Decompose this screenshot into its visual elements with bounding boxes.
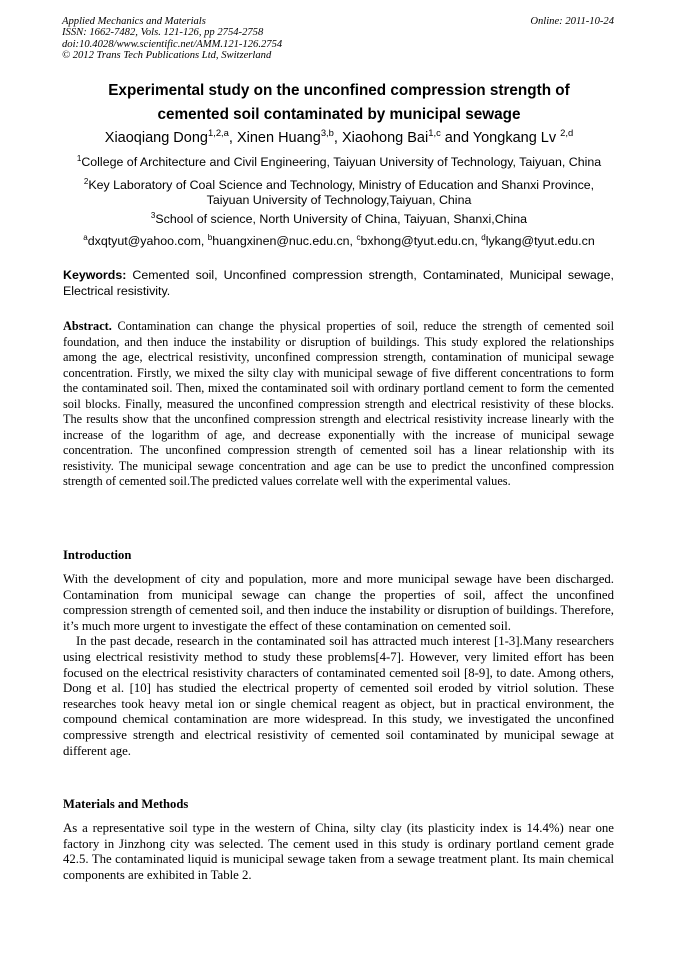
paper-title — [40, 79, 638, 127]
keywords-block — [63, 268, 614, 299]
affiliation-superscript: 2 — [83, 176, 89, 186]
author-superscript: 3,b — [320, 127, 334, 139]
author-list — [30, 129, 648, 147]
author-name: Xiaohong Bai — [341, 130, 429, 146]
methods-heading: Materials and Methods — [63, 797, 189, 811]
author-name: Xiaoqiang Dong — [104, 130, 208, 146]
title-line-1: Experimental study on the unconfined compression strength of — [108, 82, 570, 99]
affiliation-text: Key Laboratory of Coal Science and Technology, Ministry of Education and Shanxi Province, — [88, 178, 595, 192]
methods-body — [63, 821, 614, 883]
introduction-body — [63, 572, 614, 759]
doi-line: doi:10.4028/www.scientific.net/AMM.121-126.2754 — [62, 38, 283, 50]
affiliation-text: Taiyuan University of Technology,Taiyuan, China — [206, 193, 472, 207]
journal-name: Applied Mechanics and Materials — [62, 16, 206, 27]
online-date: Online: 2011-10-24 — [530, 16, 614, 27]
author-separator: and — [440, 130, 473, 146]
email-address: bxhong@tyut.edu.cn, — [360, 234, 482, 248]
journal-header — [62, 16, 614, 62]
author-emails — [30, 234, 648, 249]
email-superscript: a — [83, 232, 88, 242]
email-address: dxqtyut@yahoo.com, — [87, 234, 208, 248]
title-line-2: cemented soil contaminated by municipal sewage — [157, 106, 521, 123]
email-address: lykang@tyut.edu.cn — [485, 234, 595, 248]
introduction-paragraph: With the development of city and population, more and more municipal sewage have been discharged. Contamination from municipal sewage can change the properties of soil, affect the unconfined compression strength of cemented soil, and then induce the instability or disruption of buildings. Therefore, it’s much more urgent to investigate the effect of these contamination on cemented soil. — [63, 572, 614, 633]
author-separator: , — [228, 130, 237, 146]
author-separator: , — [333, 130, 342, 146]
keywords-text: Cemented soil, Unconfined compression strength, Contaminated, Municipal sewage, Electrical resistivity. — [63, 268, 614, 298]
abstract-label: Abstract. — [63, 319, 112, 333]
affiliation-2 — [30, 178, 648, 208]
abstract-text: Contamination can change the physical properties of soil, reduce the strength of cemented soil foundation, and then induce the instability or disruption of buildings. This study explored the relationships among the age, electrical resistivity, unconfined compression strength, contamination of municipal sewage concentration. Firstly, we mixed the silty clay with municipal sewage of five different concentrations to form the contaminated soil. Then, mixed the contaminated soil with ordinary portland cement to form the cemented soil blocks. Finally, measured the unconfined compression strength and electrical resistivity of these blocks. The results show that the unconfined compression strength and electrical resistivity increase linearly with the increase of the logarithm of age, and decrease exponentially with the increase of municipal sewage concentration. The unconfined compression strength of cemented soil has a linear relationship with its resistivity. The municipal sewage concentration and age can be use to predict the unconfined compression strength of cemented soil.The predicted values correlate well with the experimental values. — [63, 319, 614, 488]
email-superscript: b — [207, 232, 213, 242]
copyright-line: © 2012 Trans Tech Publications Ltd, Switzerland — [62, 50, 272, 62]
keywords-label: Keywords: — [63, 268, 127, 282]
author-superscript: 1,c — [428, 127, 441, 139]
author-name: Xinen Huang — [236, 130, 321, 146]
email-superscript: d — [481, 232, 486, 242]
affiliation-superscript: 1 — [76, 153, 82, 163]
affiliation-text: College of Architecture and Civil Engineering, Taiyuan University of Technology, Taiyuan, China — [81, 155, 602, 169]
issn-line: ISSN: 1662-7482, Vols. 121-126, pp 2754-2758 — [62, 27, 264, 39]
abstract-block — [63, 319, 614, 490]
author-superscript: 2,d — [560, 127, 574, 139]
methods-paragraph: As a representative soil type in the western of China, silty clay (its plasticity index is 14.4%) near one factory in Jinzhong city was selected. The cement used in this study is ordinary portland cement grade 42.5. The contaminated liquid is municipal sewage taken from a sewage treatment plant. Its main chemical components are exhibited in Table 2. — [63, 821, 614, 882]
affiliation-superscript: 3 — [150, 210, 156, 220]
author-superscript: 1,2,a — [207, 127, 229, 139]
affiliation-1 — [30, 155, 648, 170]
email-superscript: c — [356, 232, 361, 242]
author-name: Yongkang Lv — [472, 130, 561, 146]
affiliation-3 — [30, 212, 648, 227]
introduction-heading: Introduction — [63, 548, 132, 562]
email-address: huangxinen@nuc.edu.cn, — [212, 234, 357, 248]
introduction-paragraph: In the past decade, research in the contaminated soil has attracted much interest [1-3].Many researchers using electrical resistivity method to study these problems[4-7]. However, very limited effort has been focused on the electrical resistivity characters of contaminated cemented soil [8-9], to date. Among others, Dong et al. [10] has studied the electrical property of cemented soil eroded by vitriol solution. These researches took heavy metal ion or single chemical reagent as object, but in practical environment, the compound chemical contamination are more widespread. In this study, we investigated the unconfined compressive strength and electrical resistivity of cemented soil contaminated by municipal sewage at different age. — [63, 634, 614, 758]
affiliation-text: School of science, North University of China, Taiyuan, Shanxi,China — [155, 212, 528, 226]
